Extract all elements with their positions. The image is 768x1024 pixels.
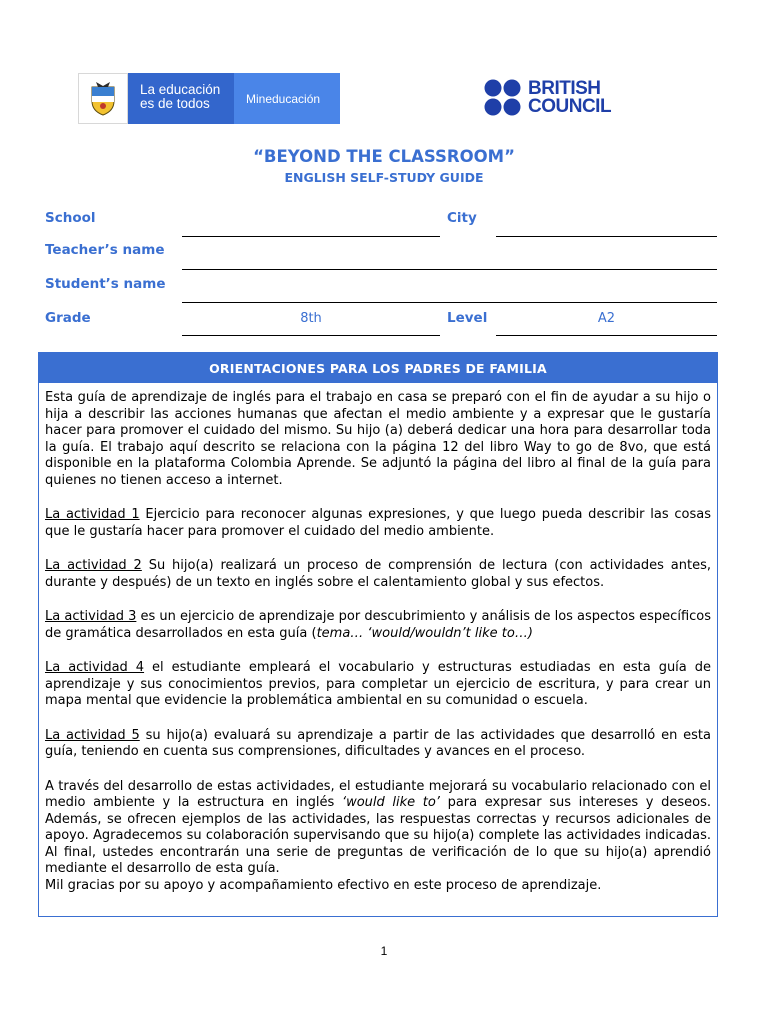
activity-5-label: La actividad 5: [45, 727, 140, 743]
activity-3-italic: tema… ‘would/wouldn’t like to…): [316, 625, 533, 641]
parents-guidance-header: ORIENTACIONES PARA LOS PADRES DE FAMILIA: [39, 353, 717, 383]
slogan-line-1: La educación: [140, 82, 221, 97]
level-field[interactable]: [496, 335, 717, 336]
student-name-label: Student’s name: [45, 276, 166, 292]
closing-text-a: A través del desarrollo de estas actividades, el estudiante mejorará su vocabulario relacionado con el medio ambiente y la estructura en inglés: [45, 778, 711, 810]
school-label: School: [45, 210, 96, 226]
activity-1-label: La actividad 1: [45, 507, 140, 522]
slogan-line-2: es de todos: [140, 96, 210, 111]
ministry-name: Mineducación: [246, 92, 321, 106]
level-value: A2: [597, 311, 616, 326]
activity-4-paragraph: [45, 660, 711, 710]
ministry-box: [234, 73, 340, 124]
british-council-logo: [484, 78, 624, 118]
colombia-coat-of-arms-icon: [78, 73, 128, 124]
bc-line-1: BRITISH: [528, 78, 601, 99]
teacher-name-field[interactable]: [182, 269, 717, 270]
parents-guidance-body: [39, 383, 717, 894]
school-field[interactable]: [182, 236, 440, 237]
activity-4-text: el estudiante empleará el vocabulario y estructuras estudiadas en esta guía de aprendizaje y sus conocimientos previos, para completar un ejercicio de escritura, y para crear un mapa mental que evidencie la problemática ambiental en su comunidad o escuela.: [45, 660, 712, 708]
closing-italic: ‘would like to’: [341, 795, 440, 810]
closing-text-b: para expresar sus intereses y deseos. Además, se ofrecen ejemplos de las actividades, las respuestas correctas y recursos adicionales de apoyo. Agradecemos su colaboración supervisando que su hijo(a) complete las actividades indicadas. Al final, ustedes encontrarán una serie de preguntas de verificación de lo que su hijo(a) aprendió mediante el desarrollo de esta guía.: [45, 795, 711, 876]
grade-value: 8th: [300, 311, 322, 326]
mineducacion-logo: [78, 73, 340, 124]
activity-4-label: La actividad 4: [45, 660, 145, 675]
grade-label: Grade: [45, 310, 91, 326]
parents-guidance-box: [38, 352, 718, 917]
closing-paragraph: [45, 779, 711, 878]
activity-1-paragraph: [45, 507, 711, 540]
activity-1-text: Ejercicio para reconocer algunas expresiones, y que luego pueda describir las cosas que le gustaría hacer para promover el cuidado del medio ambiente.: [45, 507, 712, 539]
student-name-field[interactable]: [182, 302, 717, 303]
activity-2-text: Su hijo(a) realizará un proceso de comprensión de lectura (con actividades antes, durante y después) de un texto en inglés sobre el calentamiento global y sus efectos.: [45, 558, 712, 590]
bc-line-2: COUNCIL: [528, 96, 612, 117]
city-field[interactable]: [496, 236, 717, 237]
document-subtitle: ENGLISH SELF-STUDY GUIDE: [284, 170, 484, 185]
british-council-dots-icon: [484, 78, 524, 118]
grade-field[interactable]: [182, 335, 440, 336]
activity-3-text: es un ejercicio de aprendizaje por descubrimiento y análisis de los aspectos específicos de gramática desarrollados en esta guía (: [45, 609, 712, 641]
page-number: 1: [380, 944, 388, 958]
thanks-paragraph: Mil gracias por su apoyo y acompañamiento efectivo en este proceso de aprendizaje.: [45, 877, 602, 893]
activity-5-text: su hijo(a) evaluará su aprendizaje a partir de las actividades que desarrolló en esta guía, teniendo en cuenta sus comprensiones, dificultades y avances en el proceso.: [45, 727, 712, 759]
activity-3-paragraph: [45, 609, 711, 642]
document-title: “BEYOND THE CLASSROOM”: [253, 147, 515, 166]
teacher-name-label: Teacher’s name: [45, 242, 165, 258]
intro-paragraph: Esta guía de aprendizaje de inglés para el trabajo en casa se preparó con el fin de ayudar a su hijo o hija a describir las acciones humanas que afectan el medio ambiente y a expresar que le gustaría hacer para promover el cuidado del mismo. Su hijo (a) deberá dedicar una hora para desarrollar toda la guía. El trabajo aquí descrito se relaciona con la página 12 del libro Way to go de 8vo, que está disponible en la plataforma Colombia Aprende. Se adjuntó la página del libro al final de la guía para quienes no tienen acceso a internet.: [45, 390, 711, 488]
activity-3-label: La actividad 3: [45, 609, 137, 624]
level-label: Level: [447, 310, 488, 326]
activity-2-paragraph: [45, 558, 711, 591]
slogan-box: [128, 73, 234, 124]
activity-2-label: La actividad 2: [45, 558, 142, 573]
british-council-wordmark: [528, 80, 611, 116]
city-label: City: [447, 210, 477, 226]
activity-5-paragraph: [45, 728, 711, 761]
